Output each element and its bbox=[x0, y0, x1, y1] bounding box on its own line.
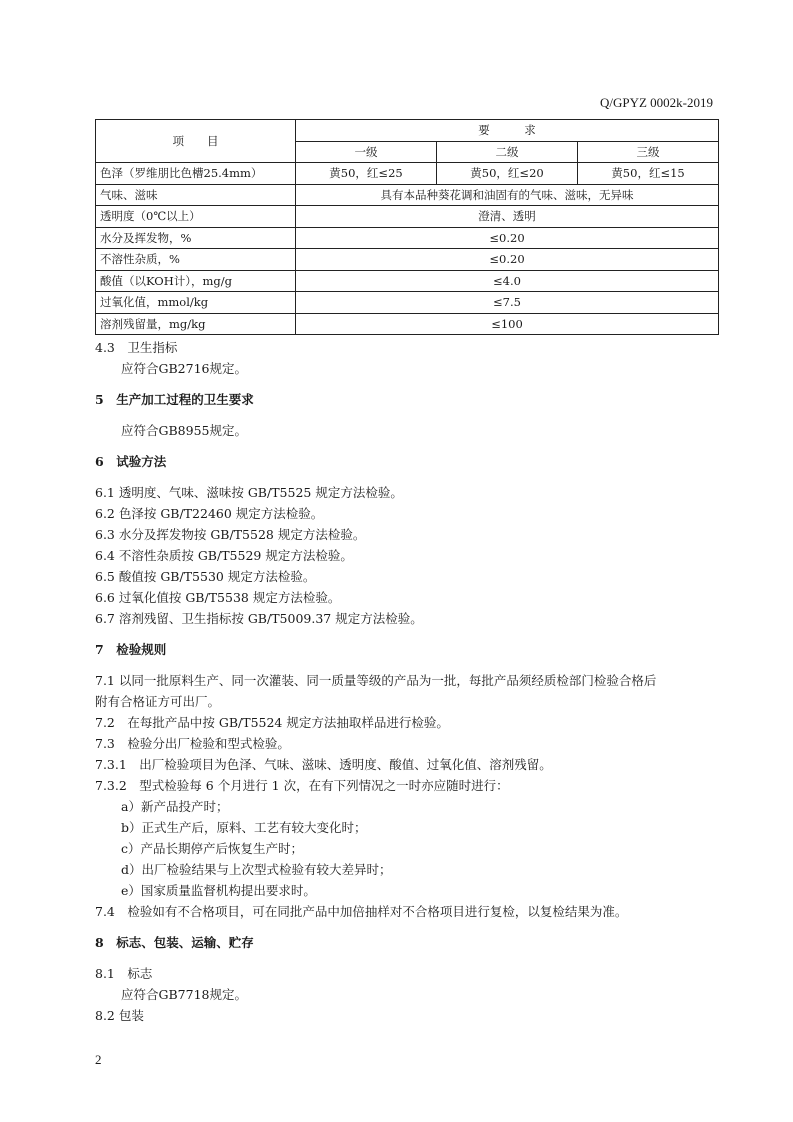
row-value-grade-1: 黄50，红≤25 bbox=[296, 163, 437, 185]
section-8-2-title: 8.2 包装 bbox=[95, 1008, 144, 1023]
list-item: 6.1 透明度、气味、滋味按 GB/T5525 规定方法检验。 bbox=[95, 485, 403, 500]
section-4-3-title: 4.3 卫生指标 bbox=[95, 340, 178, 355]
row-label: 溶剂残留量，mg/kg bbox=[96, 313, 296, 335]
section-7-3: 7.3 检验分出厂检验和型式检验。 bbox=[95, 736, 290, 751]
section-4-3-body: 应符合GB2716规定。 bbox=[121, 361, 247, 376]
section-6-title: 6 试验方法 bbox=[95, 454, 167, 469]
row-label: 酸值（以KOH计），mg/g bbox=[96, 270, 296, 292]
table-row bbox=[96, 292, 719, 314]
list-item: 6.2 色泽按 GB/T22460 规定方法检验。 bbox=[95, 506, 324, 521]
section-7-title: 7 检验规则 bbox=[95, 642, 167, 657]
section-8-title: 8 标志、包装、运输、贮存 bbox=[95, 935, 254, 950]
row-value: ≤4.0 bbox=[296, 270, 719, 292]
table-row bbox=[96, 313, 719, 335]
row-value-grade-3: 黄50，红≤15 bbox=[578, 163, 719, 185]
section-5-body: 应符合GB8955规定。 bbox=[121, 423, 247, 438]
list-item: b）正式生产后，原料、工艺有较大变化时； bbox=[121, 820, 367, 835]
row-label: 水分及挥发物，% bbox=[96, 227, 296, 249]
row-value-grade-2: 黄50，红≤20 bbox=[437, 163, 578, 185]
section-7-1-line-1: 7.1 以同一批原料生产、同一次灌装、同一质量等级的产品为一批，每批产品须经质检部门检验合格后 bbox=[95, 673, 657, 688]
row-value: ≤100 bbox=[296, 313, 719, 335]
grade-2-cell: 二级 bbox=[437, 141, 578, 163]
document-code: Q/GPYZ 0002k-2019 bbox=[599, 95, 713, 110]
section-7-3-1: 7.3.1 出厂检验项目为色泽、气味、滋味、透明度、酸值、过氧化值、溶剂残留。 bbox=[95, 757, 552, 772]
section-7-1-line-2: 附有合格证方可出厂。 bbox=[95, 694, 221, 709]
section-7-2: 7.2 在每批产品中按 GB/T5524 规定方法抽取样品进行检验。 bbox=[95, 715, 449, 730]
document-body bbox=[95, 337, 720, 1026]
section-7-3-2: 7.3.2 型式检验每 6 个月进行 1 次，在有下列情况之一时亦应随时进行： bbox=[95, 778, 509, 793]
row-label: 过氧化值，mmol/kg bbox=[96, 292, 296, 314]
row-value: ≤7.5 bbox=[296, 292, 719, 314]
page-number: 2 bbox=[95, 1052, 102, 1067]
list-item: e）国家质量监督机构提出要求时。 bbox=[121, 883, 316, 898]
section-8-1-body: 应符合GB7718规定。 bbox=[121, 987, 247, 1002]
row-value: 具有本品种葵花调和油固有的气味、滋味，无异味 bbox=[296, 184, 719, 206]
row-value: ≤0.20 bbox=[296, 227, 719, 249]
list-item: 6.3 水分及挥发物按 GB/T5528 规定方法检验。 bbox=[95, 527, 366, 542]
grade-1-cell: 一级 bbox=[296, 141, 437, 163]
row-value: ≤0.20 bbox=[296, 249, 719, 271]
table-row bbox=[96, 184, 719, 206]
section-5-title: 5 生产加工过程的卫生要求 bbox=[95, 392, 254, 407]
quality-spec-table bbox=[95, 119, 719, 335]
list-item: 6.7 溶剂残留、卫生指标按 GB/T5009.37 规定方法检验。 bbox=[95, 611, 423, 626]
table-row bbox=[96, 206, 719, 228]
row-label: 不溶性杂质，% bbox=[96, 249, 296, 271]
table-row-color bbox=[96, 163, 719, 185]
list-item: 6.5 酸值按 GB/T5530 规定方法检验。 bbox=[95, 569, 316, 584]
grade-3-cell: 三级 bbox=[578, 141, 719, 163]
list-item: 6.4 不溶性杂质按 GB/T5529 规定方法检验。 bbox=[95, 548, 353, 563]
table-row bbox=[96, 270, 719, 292]
table-header-row bbox=[96, 120, 719, 142]
list-item: c）产品长期停产后恢复生产时； bbox=[121, 841, 304, 856]
row-label: 气味、滋味 bbox=[96, 184, 296, 206]
section-8-1-title: 8.1 标志 bbox=[95, 966, 153, 981]
row-label: 透明度（0℃以上） bbox=[96, 206, 296, 228]
requirement-header-cell: 要 求 bbox=[296, 120, 719, 142]
table-row bbox=[96, 249, 719, 271]
row-value: 澄清、透明 bbox=[296, 206, 719, 228]
list-item: d）出厂检验结果与上次型式检验有较大差异时； bbox=[121, 862, 392, 877]
table-row bbox=[96, 227, 719, 249]
row-label: 色泽（罗维朋比色槽25.4mm） bbox=[96, 163, 296, 185]
section-7-4: 7.4 检验如有不合格项目，可在同批产品中加倍抽样对不合格项目进行复检，以复检结果为准。 bbox=[95, 904, 628, 919]
list-item: a）新产品投产时； bbox=[121, 799, 229, 814]
item-header-cell: 项 目 bbox=[96, 120, 296, 163]
list-item: 6.6 过氧化值按 GB/T5538 规定方法检验。 bbox=[95, 590, 341, 605]
